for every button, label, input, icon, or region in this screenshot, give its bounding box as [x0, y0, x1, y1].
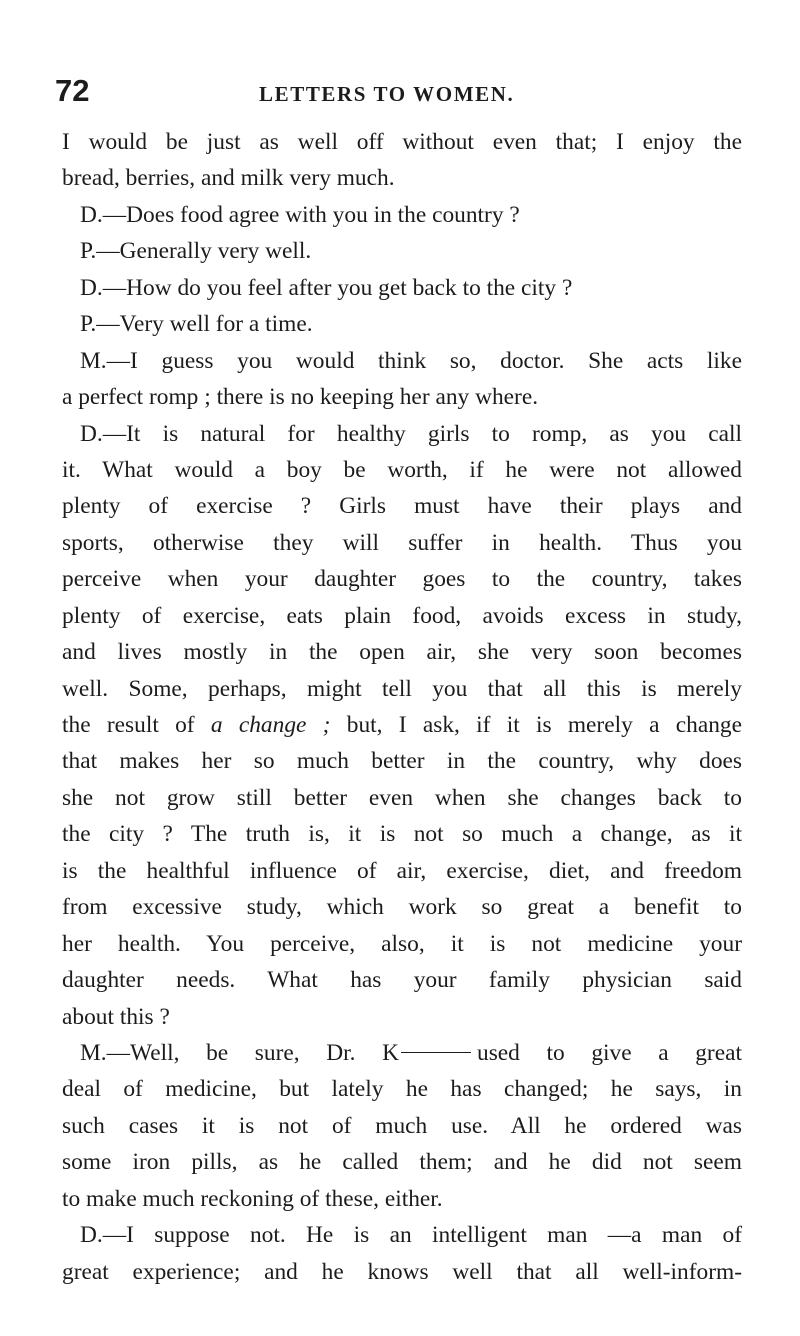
dialogue-line: D.—It is natural for healthy girls to romp, as you call	[80, 420, 742, 447]
text-line: perceive when your daughter goes to the country, takes	[62, 566, 742, 593]
text-line: she not grow still better even when she changes back to	[62, 784, 742, 811]
text-line: deal of medicine, but lately he has changed; he says, in	[62, 1076, 742, 1103]
text-line	[62, 707, 742, 743]
dialogue-line: D.—How do you feel after you get back to the city ?	[80, 274, 573, 301]
dialogue-line: M.—I guess you would think so, doctor. She acts like	[80, 347, 742, 374]
text-line: her health. You perceive, also, it is not medicine your	[62, 930, 742, 957]
text-line: sports, otherwise they will suffer in health. Thus you	[62, 529, 742, 556]
body-text	[62, 124, 742, 1290]
text-fragment: the result of	[62, 712, 195, 738]
text-line: that makes her so much better in the country, why does	[62, 748, 742, 775]
name-dash	[401, 1052, 471, 1053]
dialogue-line: P.—Generally very well.	[80, 238, 312, 265]
text-line: and lives mostly in the open air, she very soon becomes	[62, 639, 742, 666]
text-line: is the healthful influence of air, exercise, diet, and freedom	[62, 857, 742, 884]
running-head: LETTERS TO WOMEN.	[259, 82, 515, 106]
dialogue-line	[62, 1035, 742, 1071]
text-line: to make much reckoning of these, either.	[62, 1185, 443, 1212]
page-header	[55, 74, 755, 114]
text-line: daughter needs. What has your family physician said	[62, 967, 742, 994]
text-line: well. Some, perhaps, might tell you that all this is merely	[62, 675, 742, 702]
italic-phrase: a change ;	[210, 712, 331, 738]
text-line: it. What would a boy be worth, if he were not allowed	[62, 456, 742, 483]
text-line: such cases it is not of much use. All he ordered was	[62, 1112, 742, 1139]
text-fragment: M.—Well, be sure, Dr. K	[80, 1039, 399, 1066]
text-fragment: used to give a great	[477, 1039, 742, 1066]
text-line: the city ? The truth is, it is not so much a change, as it	[62, 821, 742, 848]
dialogue-line: D.—Does food agree with you in the country ?	[80, 201, 520, 228]
text-line: about this ?	[62, 1003, 170, 1030]
dialogue-line: P.—Very well for a time.	[80, 311, 313, 338]
dialogue-line: D.—I suppose not. He is an intelligent man —a man of	[80, 1222, 742, 1249]
text-fragment: but, I ask, if it is merely a change	[346, 712, 742, 738]
text-line: I would be just as well off without even that; I enjoy the	[62, 129, 742, 155]
text-line: plenty of exercise ? Girls must have their plays and	[62, 493, 742, 520]
text-line: bread, berries, and milk very much.	[62, 165, 395, 192]
text-line: some iron pills, as he called them; and he did not seem	[62, 1149, 742, 1176]
page-number: 72	[55, 73, 90, 108]
text-line: from excessive study, which work so great a benefit to	[62, 894, 742, 921]
text-line: plenty of exercise, eats plain food, avoids excess in study,	[62, 602, 742, 629]
text-line: a perfect romp ; there is no keeping her any where.	[62, 384, 539, 411]
text-line: great experience; and he knows well that all well-inform-	[62, 1258, 742, 1285]
